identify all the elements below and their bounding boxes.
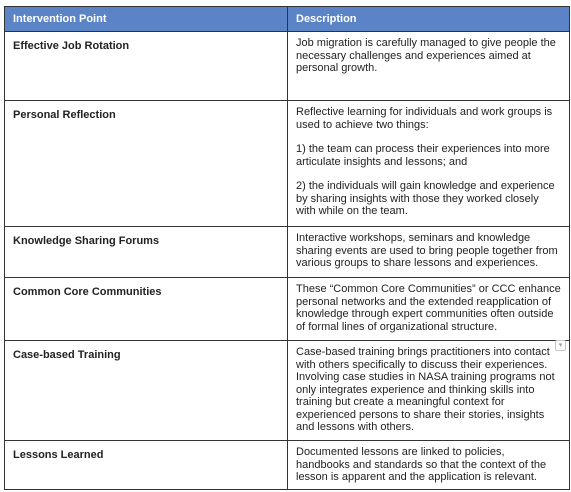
description-cell xyxy=(288,32,570,101)
description-text: 1) the team can process their experiences into more articulate insights and lessons; and xyxy=(296,143,550,168)
description-cell xyxy=(288,101,570,227)
intervention-table xyxy=(4,6,570,490)
description-cell xyxy=(288,227,570,278)
intervention-point-cell: Case-based Training xyxy=(5,341,288,441)
description-text: 2) the individuals will gain knowledge and experience by sharing insights with those they worked closely with while on the team. xyxy=(296,180,555,217)
dropdown-arrow-icon[interactable]: ▾ xyxy=(555,340,566,351)
description-text: Documented lessons are linked to policies, handbooks and standards so that the context of the lesson is apparent and the application is relevant. xyxy=(296,446,547,483)
intervention-point-cell: Knowledge Sharing Forums xyxy=(5,227,288,278)
description-text: Interactive workshops, seminars and knowledge sharing events are used to bring people together from various groups to share lessons and experiences. xyxy=(296,232,558,269)
table-row xyxy=(5,32,570,101)
table-row xyxy=(5,441,570,490)
description-cell xyxy=(288,341,570,441)
table-body xyxy=(5,32,570,490)
description-text: Case-based training brings practitioners into contact with others specifically to discuss their experiences. Involving case studies in NASA training programs not only integrates experience and thinking skills into training but create a meaningful context for experienced persons to share their stories, insights and lessons with others. xyxy=(296,346,555,433)
description-cell xyxy=(288,441,570,490)
table-row xyxy=(5,227,570,278)
description-cell xyxy=(288,278,570,341)
intervention-point-cell: Effective Job Rotation xyxy=(5,32,288,101)
intervention-point-cell: Common Core Communities xyxy=(5,278,288,341)
description-text: Reflective learning for individuals and work groups is used to achieve two things: xyxy=(296,106,553,131)
table-row xyxy=(5,101,570,227)
table-row xyxy=(5,341,570,441)
header-intervention-point: Intervention Point xyxy=(5,7,288,32)
description-text: Job migration is carefully managed to give people the necessary challenges and experiences aimed at personal growth. xyxy=(296,37,556,74)
intervention-point-cell: Lessons Learned xyxy=(5,441,288,490)
table-row xyxy=(5,278,570,341)
header-description: Description xyxy=(288,7,570,32)
intervention-point-cell: Personal Reflection xyxy=(5,101,288,227)
header-row xyxy=(5,7,570,32)
description-text: These “Common Core Communities” or CCC enhance personal networks and the extended reapplication of knowledge through expert communities often outside of formal lines of organizational structure. xyxy=(296,283,561,333)
